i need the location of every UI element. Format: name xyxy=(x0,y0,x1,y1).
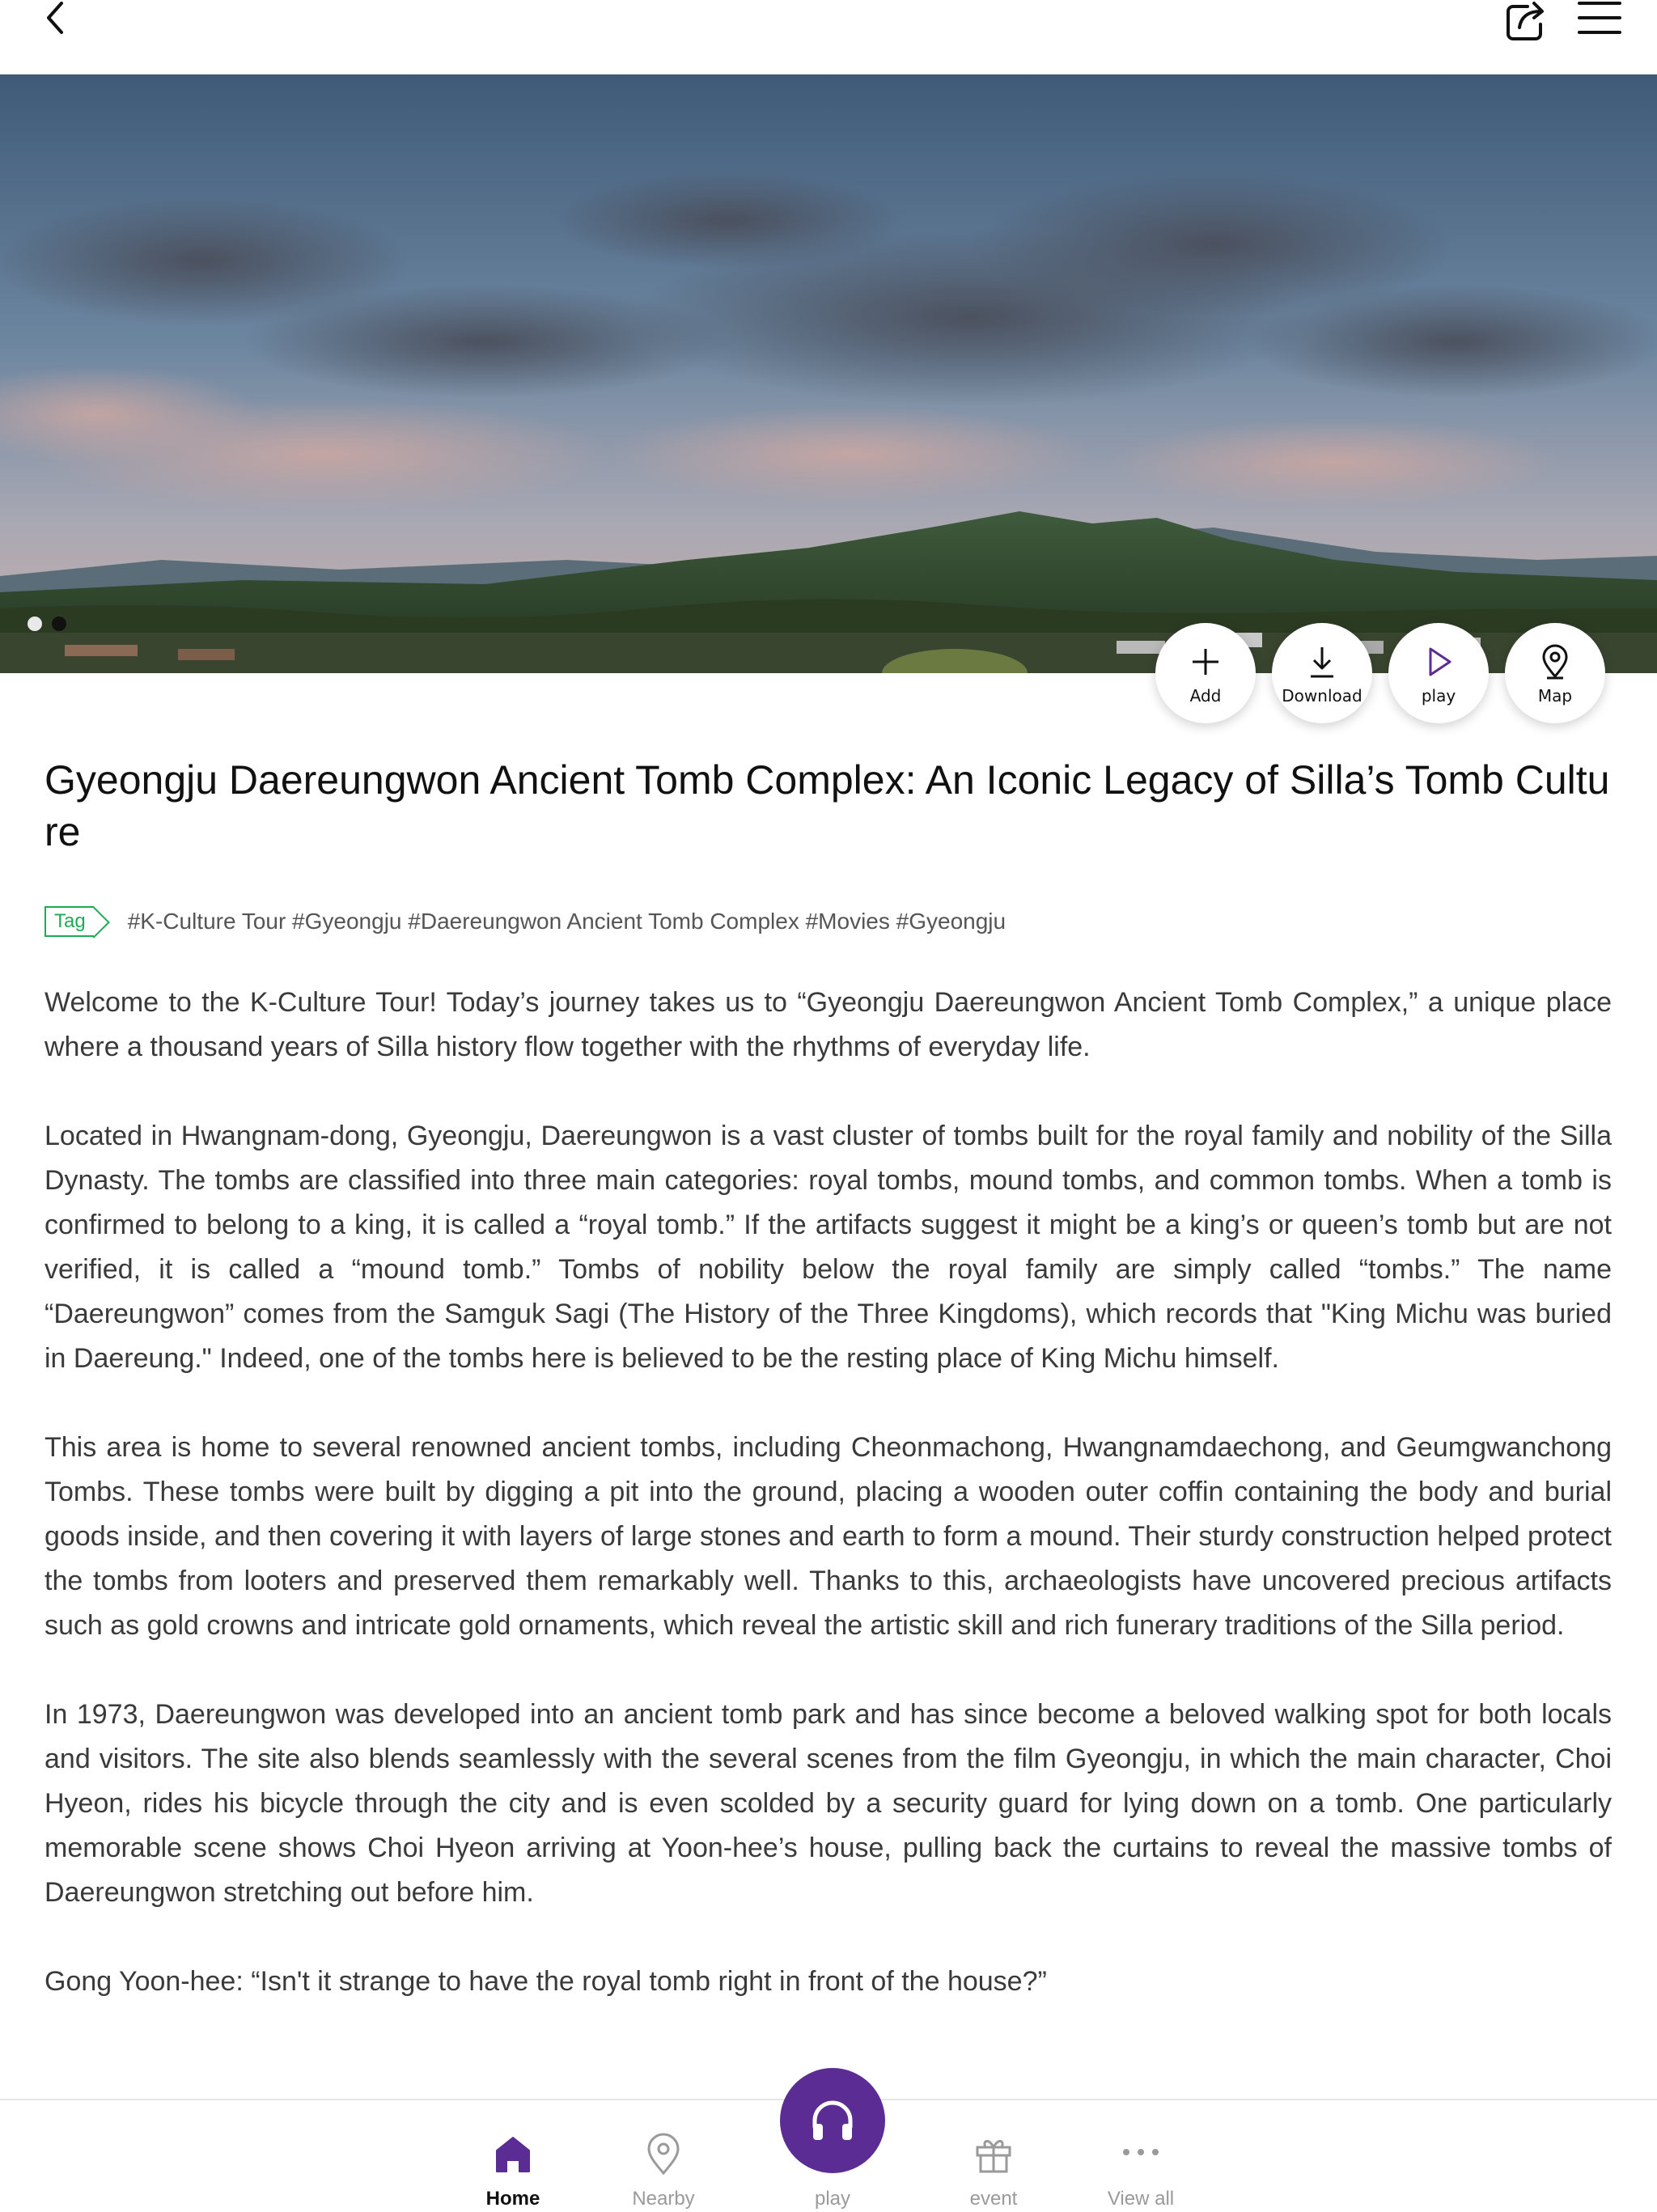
add-button-label: Add xyxy=(1189,686,1222,706)
home-icon xyxy=(490,2131,536,2176)
menu-button[interactable] xyxy=(1576,0,1623,37)
tag-list[interactable]: #K-Culture Tour #Gyeongju #Daereungwon Ancient Tomb Complex #Movies #Gyeongju xyxy=(127,909,1006,934)
nav-view-all[interactable] xyxy=(1076,2100,1206,2212)
download-button[interactable] xyxy=(1272,623,1372,723)
gift-icon xyxy=(971,2131,1016,2176)
map-button[interactable] xyxy=(1505,623,1605,723)
more-dots-icon xyxy=(1118,2131,1163,2176)
top-bar xyxy=(0,0,1657,74)
play-button[interactable] xyxy=(1388,623,1489,723)
nav-view-all-label: View all xyxy=(1107,2188,1175,2210)
landscape-photo xyxy=(0,74,1657,673)
download-button-label: Download xyxy=(1282,686,1362,706)
chevron-left-icon xyxy=(37,0,78,40)
hero-image[interactable] xyxy=(0,74,1657,673)
nav-play-label: play xyxy=(814,2188,851,2210)
paragraph: Gong Yoon-hee: “Isn't it strange to have the royal tomb right in front of the house?” xyxy=(44,1966,1047,1997)
play-button-label: play xyxy=(1421,686,1456,706)
hamburger-menu-icon xyxy=(1576,0,1623,37)
play-icon xyxy=(1421,644,1456,680)
article-body xyxy=(44,981,1612,2004)
tag-badge: Tag xyxy=(44,906,94,937)
action-buttons xyxy=(1155,623,1605,723)
article-content xyxy=(44,754,1612,2049)
carousel-indicator xyxy=(28,617,66,631)
nav-nearby[interactable] xyxy=(599,2100,728,2212)
back-button[interactable] xyxy=(37,0,78,40)
map-pin-icon xyxy=(1537,644,1573,680)
share-icon xyxy=(1503,0,1549,44)
share-button[interactable] xyxy=(1503,0,1549,44)
add-button[interactable] xyxy=(1155,623,1256,723)
nav-event-label: event xyxy=(969,2188,1018,2210)
paragraph: This area is home to several renowned ancient tombs, including Cheonmachong, Hwangnamdaechong, and Geumgwanchong Tombs. These tombs were built by digging a pit into the ground, placing a wooden outer coffin containing the body and burial goods inside, and then covering it with layers of large stones and earth to form a mound. Their sturdy construction helped protect the tombs from looters and preserved them remarkably well. Thanks to this, archaeologists have uncovered precious artifacts such as gold crowns and intricate gold ornaments, which reveal the artistic skill and rich funerary traditions of the Silla period. xyxy=(44,1432,1612,1641)
audio-play-fab[interactable] xyxy=(780,2068,885,2173)
location-pin-icon xyxy=(641,2131,686,2176)
download-icon xyxy=(1304,644,1340,680)
page-title: Gyeongju Daereungwon Ancient Tomb Complex: An Iconic Legacy of Silla’s Tomb Culture xyxy=(44,757,1610,854)
map-button-label: Map xyxy=(1537,686,1573,706)
headphones-icon xyxy=(807,2095,858,2146)
paragraph: Located in Hwangnam-dong, Gyeongju, Daereungwon is a vast cluster of tombs built for the royal family and nobility of the Silla Dynasty. The tombs are classified into three main categories: royal tombs, mound tombs, and common tombs. When a tomb is confirmed to belong to a king, it is called a “royal tomb.” If the artifacts suggest it might be a king’s or queen’s tomb but are not verified, it is called a “mound tomb.” Tombs of nobility below the royal family are simply called “tombs.” The name “Daereungwon” comes from the Samguk Sagi (The History of the Three Kingdoms), which records that "King Michu was buried in Daereung." Indeed, one of the tombs here is believed to be the resting place of King Michu himself. xyxy=(44,1121,1612,1374)
paragraph: In 1973, Daereungwon was developed into an ancient tomb park and has since become a beloved walking spot for both locals and visitors. The site also blends seamlessly with the several scenes from the film Gyeongju, in which the main character, Choi Hyeon, rides his bicycle through the city and is even scolded by a security guard for lying down on a tomb. One particularly memorable scene shows Choi Hyeon arriving at Yoon-hee’s house, pulling back the curtains to reveal the massive tombs of Daereungwon stretching out before him. xyxy=(44,1699,1612,1908)
nav-event[interactable] xyxy=(929,2100,1058,2212)
carousel-dot-active[interactable] xyxy=(28,617,42,631)
plus-icon xyxy=(1188,644,1223,680)
tag-row xyxy=(44,906,1612,937)
carousel-dot[interactable] xyxy=(52,617,66,631)
nav-home-label: Home xyxy=(485,2188,540,2210)
nav-home[interactable] xyxy=(448,2100,578,2212)
nav-nearby-label: Nearby xyxy=(632,2188,695,2210)
paragraph: Welcome to the K-Culture Tour! Today’s journey takes us to “Gyeongju Daereungwon Ancient Tomb Complex,” a unique place where a thousand years of Silla history flow together with the rhythms of everyday life. xyxy=(44,987,1612,1062)
